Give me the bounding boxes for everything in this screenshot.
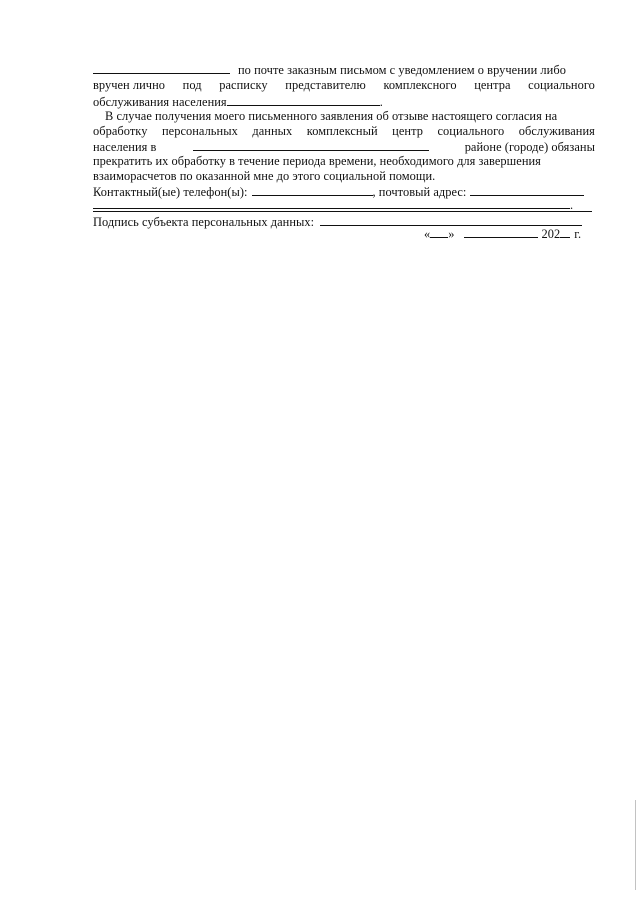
para1-word: представителю [285,78,366,92]
para2-line4 [93,154,588,169]
day-blank [430,226,448,238]
district-blank [193,139,429,151]
para2-word: обработку [93,124,148,138]
para2-word: комплексный [306,124,378,138]
contacts-period: . [570,198,574,212]
para1-word: расписку [219,78,268,92]
para2-line5-text: взаиморасчетов по оказанной мне до этого социальной помощи. [93,169,436,183]
para1-line3-text: обслуживания населения [93,95,227,109]
recipient-blank [93,62,230,74]
address-blank [470,184,584,196]
para2-line4-text: прекратить их обработку в течение периода времени, необходимого для завершения [93,154,541,168]
separator-line [93,211,592,212]
para2-line3 [93,139,595,155]
year-suffix: г. [574,227,582,241]
para2-word: данных [252,124,293,138]
scan-edge-mark [635,800,636,890]
para1-line1 [93,62,595,78]
para2-word: персональных [161,124,238,138]
para1-line2 [93,78,595,93]
para2-word: центр [392,124,423,138]
para2-word: обслуживания [518,124,595,138]
para1-word: вручен лично [93,78,166,92]
date-line [424,226,594,242]
address-continuation-blank [93,197,570,209]
para2-line3-start: населения в [93,140,157,154]
para2-line1 [93,109,595,124]
para2-line3-end: районе (городе) обязаны [464,140,595,154]
phone-label: Контактный(ые) телефон(ы): [93,185,248,199]
date-open-quote: « [424,227,431,241]
signature-label: Подпись субъекта персональных данных: [93,215,315,229]
para1-word: социального [528,78,595,92]
date-close-quote: » [448,227,455,241]
para2-line2 [93,124,595,139]
phone-blank [252,184,373,196]
para1-word: под [182,78,202,92]
para1-line3-period: . [379,95,383,109]
address-label: , почтовый адрес: [372,185,467,199]
para2-word: социального [437,124,505,138]
para2-line1-text: В случае получения моего письменного заявления об отзыве настоящего согласия на [105,109,558,123]
month-blank [464,226,538,238]
para1-line3 [93,94,595,110]
year-prefix: 202 [541,227,561,241]
signature-blank [320,214,582,226]
para2-line5 [93,169,595,184]
center-name-blank [227,94,380,106]
para1-line1-text: по почте заказным письмом с уведомлением о вручении либо [238,63,566,77]
para1-word: комплексного [383,78,457,92]
year-blank [560,226,570,238]
para1-word: центра [474,78,511,92]
